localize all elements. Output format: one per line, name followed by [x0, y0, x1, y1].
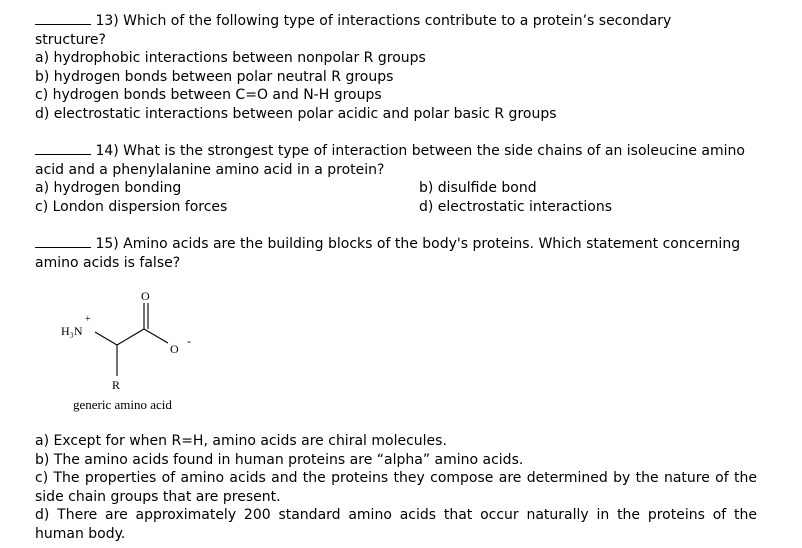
label-minus: - — [187, 334, 191, 348]
q15-option-c: c) The properties of amino acids and the proteins they compose are determined by the nature of the side chain groups that are present. — [35, 470, 757, 505]
question-14 — [35, 141, 757, 216]
label-o-top: O — [141, 289, 150, 303]
amino-acid-structure-diagram — [55, 285, 215, 415]
q14-option-d: d) electrostatic interactions — [419, 198, 613, 215]
bond-c-o-single — [144, 329, 168, 343]
question-13-text: 13) Which of the following type of interactions contribute to a protein’s secondary — [95, 13, 672, 29]
question-15-text-cont: amino acids is false? — [35, 254, 181, 271]
label-r: R — [112, 378, 121, 392]
q14-option-a: a) hydrogen bonding — [35, 180, 182, 196]
question-15-prompt — [35, 234, 757, 254]
bond-n-calpha — [95, 332, 117, 345]
q14-options-row-1 — [35, 179, 757, 198]
question-14-prompt — [35, 141, 757, 161]
answer-blank-14[interactable] — [35, 141, 91, 155]
question-14-text: 14) What is the strongest type of interaction between the side chains of an isoleucine amino — [95, 143, 745, 159]
q15-option-a: a) Except for when R=H, amino acids are chiral molecules. — [35, 433, 447, 449]
q13-option-b: b) hydrogen bonds between polar neutral R groups — [35, 68, 394, 85]
q15-option-d: d) There are approximately 200 standard amino acids that occur naturally in the proteins of the human body. — [35, 507, 757, 542]
label-h3n: H₃N — [61, 324, 83, 338]
question-13-prompt — [35, 11, 757, 31]
answer-blank-13[interactable] — [35, 11, 91, 25]
answer-blank-15[interactable] — [35, 234, 91, 248]
structure-caption: generic amino acid — [73, 397, 172, 412]
question-15-options — [35, 432, 757, 543]
bond-calpha-ccarbonyl — [117, 329, 144, 345]
q14-option-b: b) disulfide bond — [419, 180, 537, 196]
q14-option-c: c) London dispersion forces — [35, 198, 228, 215]
label-o-right: O — [170, 342, 179, 356]
question-13-text-cont: structure? — [35, 31, 106, 48]
q14-options-row-2 — [35, 198, 757, 217]
q13-option-c: c) hydrogen bonds between C=O and N-H groups — [35, 87, 382, 103]
q13-option-d: d) electrostatic interactions between polar acidic and polar basic R groups — [35, 105, 557, 122]
question-13 — [35, 11, 757, 123]
label-plus: + — [85, 314, 91, 325]
q13-option-a: a) hydrophobic interactions between nonpolar R groups — [35, 50, 426, 66]
question-15 — [35, 234, 757, 272]
question-15-text: 15) Amino acids are the building blocks of the body's proteins. Which statement concerning — [95, 236, 741, 252]
question-14-text-cont: acid and a phenylalanine amino acid in a protein? — [35, 161, 385, 178]
q15-option-b: b) The amino acids found in human proteins are “alpha” amino acids. — [35, 451, 524, 468]
